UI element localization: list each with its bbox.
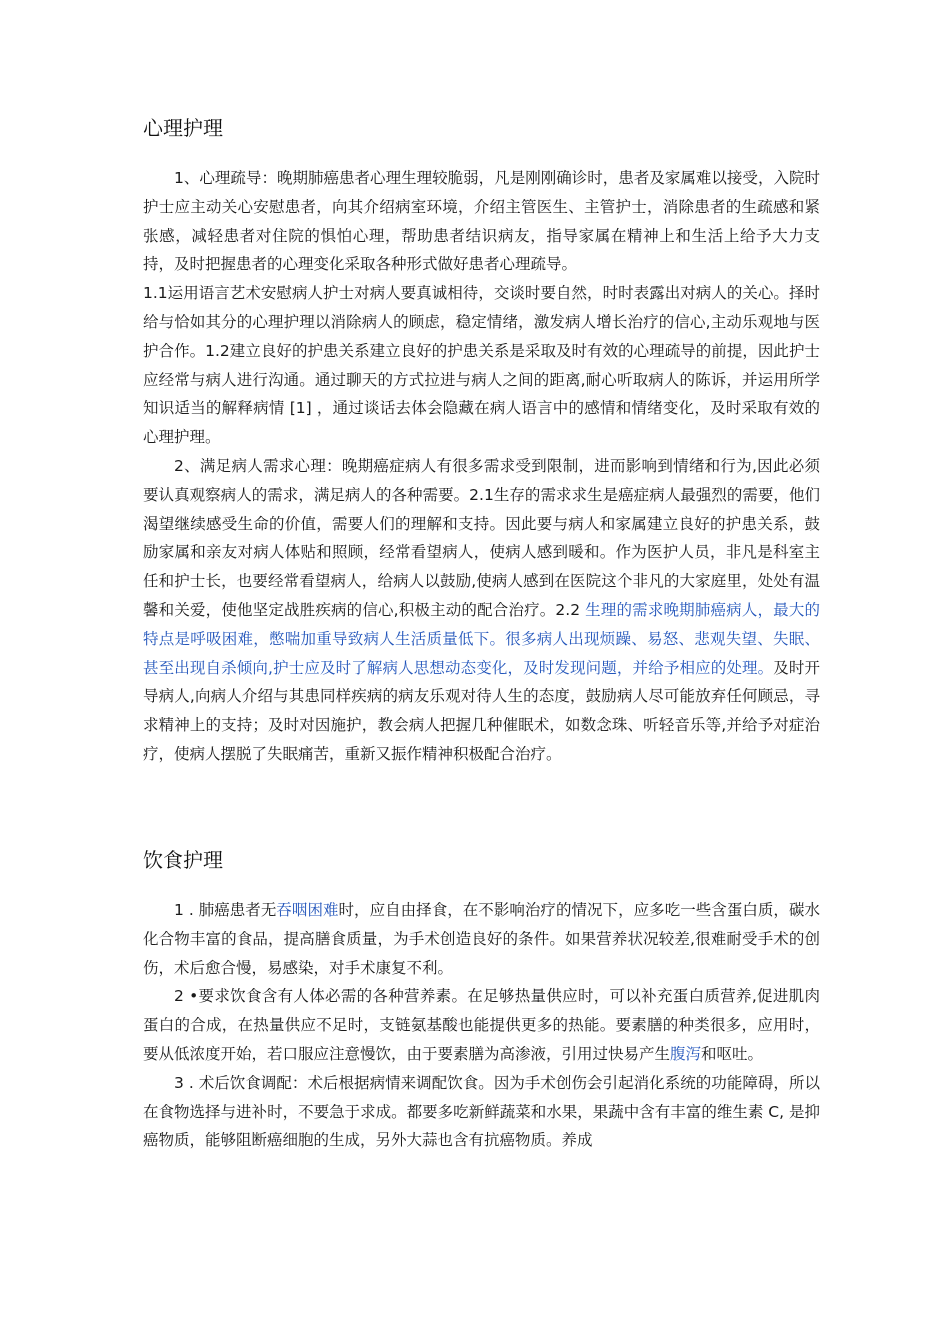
text-segment: 2 •要求饮食含有人体必需的各种营养素。在足够热量供应时，可以补充蛋白质营养,促进肌肉蛋白的合成，在热量供应不足时，支链氨基酸也能提供更多的热能。要素膳的种类很多，应用时，要从低浓度开始，若口服应注意慢饮，由于要素膳为高渗液，引用过快易产生 <box>143 987 820 1063</box>
text-segment: 2、满足病人需求心理：晚期癌症病人有很多需求受到限制，进而影响到情绪和行为,因此必须要认真观察病人的需求，满足病人的各种需要。2.1生存的需求求生是癌症病人最强烈的需要，他们渴望继续感受生命的价值，需要人们的理解和支持。因此要与病人和家属建立良好的护患关系，鼓励家属和亲友对病人体贴和照顾，经常看望病人，使病人感到暖和。作为医护人员，非凡是科室主任和护士长，也要经常看望病人，给病人以鼓励,使病人感到在医院这个非凡的大家庭里，处处有温馨和关爱，使他坚定战胜疾病的信心,积极主动的配合治疗。2.2 <box>143 456 820 619</box>
paragraph <box>143 164 820 279</box>
paragraph <box>143 279 820 452</box>
text-segment: 1 . 肺癌患者无 <box>174 901 277 919</box>
text-segment: 1.1运用语言艺术安慰病人护士对病人要真诚相待，交谈时要自然，时时表露出对病人的关心。择时给与恰如其分的心理护理以消除病人的顾虑，稳定情绪，激发病人增长治疗的信心,主动乐观地与医护合作。1.2建立良好的护患关系建立良好的护患关系是采取及时有效的心理疏导的前提，因此护士应经常与病人进行沟通。通过聊天的方式拉进与病人之间的距离,耐心听取病人的陈诉，并运用所学知识适当的解释病情 [1] ，通过谈话去体会隐藏在病人语言中的感情和情绪变化，及时采取有效的心理护理。 <box>143 284 820 447</box>
paragraph <box>143 982 820 1068</box>
paragraph <box>143 896 820 982</box>
section-title: 饮食护理 <box>143 848 223 872</box>
link-dysphagia[interactable]: 吞咽困难 <box>276 901 339 919</box>
section-title: 心理护理 <box>143 116 223 140</box>
section-diet-care <box>143 846 820 1155</box>
text-segment: 3 . 术后饮食调配：术后根据病情来调配饮食。因为手术创伤会引起消化系统的功能障碍，所以在食物选择与进补时，不要急于求成。都要多吃新鲜蔬菜和水果，果蔬中含有丰富的维生素 C, 是抑癌物质，能够阻断癌细胞的生成，另外大蒜也含有抗癌物质。养成 <box>143 1073 820 1150</box>
paragraph <box>143 452 820 769</box>
highlighted-link-text[interactable]: 生理的需求晚期肺癌病人，最大的特点是呼吸困难，憋喘加重导致病人生活质量低下。很多病人出现烦躁、易怒、悲观失望、失眠、甚至出现自杀倾向,护士应及时了解病人思想动态变化，及时发现问题，并给予相应的处理。 <box>143 600 820 677</box>
text-segment: 和呕吐。 <box>701 1044 764 1063</box>
link-diarrhea[interactable]: 腹泻 <box>670 1044 702 1063</box>
section-psychological-care <box>143 114 820 769</box>
text-segment: 时，应自由择食，在不影响治疗的情况下，应多吃一些含蛋白质，碳水化合物丰富的食品，提高膳食质量，为手术创造良好的条件。如果营养状况较差,很难耐受手术的创伤，术后愈合慢，易感染，对手术康复不利。 <box>143 901 820 977</box>
text-segment: 及时开导病人,向病人介绍与其患同样疾病的病友乐观对待人生的态度，鼓励病人尽可能放弃任何顾忌，寻求精神上的支持；及时对因施护，教会病人把握几种催眠术，如数念珠、听轻音乐等,并给予对症治疗，使病人摆脱了失眠痛苦，重新又振作精神积极配合治疗。 <box>143 658 820 763</box>
text-segment: 1、心理疏导：晚期肺癌患者心理生理较脆弱，凡是刚刚确诊时，患者及家属难以接受，入院时护士应主动关心安慰患者，向其介绍病室环境，介绍主管医生、主管护士，消除患者的生疏感和紧张感，减轻患者对住院的惧怕心理，帮助患者结识病友，指导家属在精神上和生活上给予大力支持，及时把握患者的心理变化采取各种形式做好患者心理疏导。 <box>143 169 820 274</box>
paragraph <box>143 1069 820 1155</box>
